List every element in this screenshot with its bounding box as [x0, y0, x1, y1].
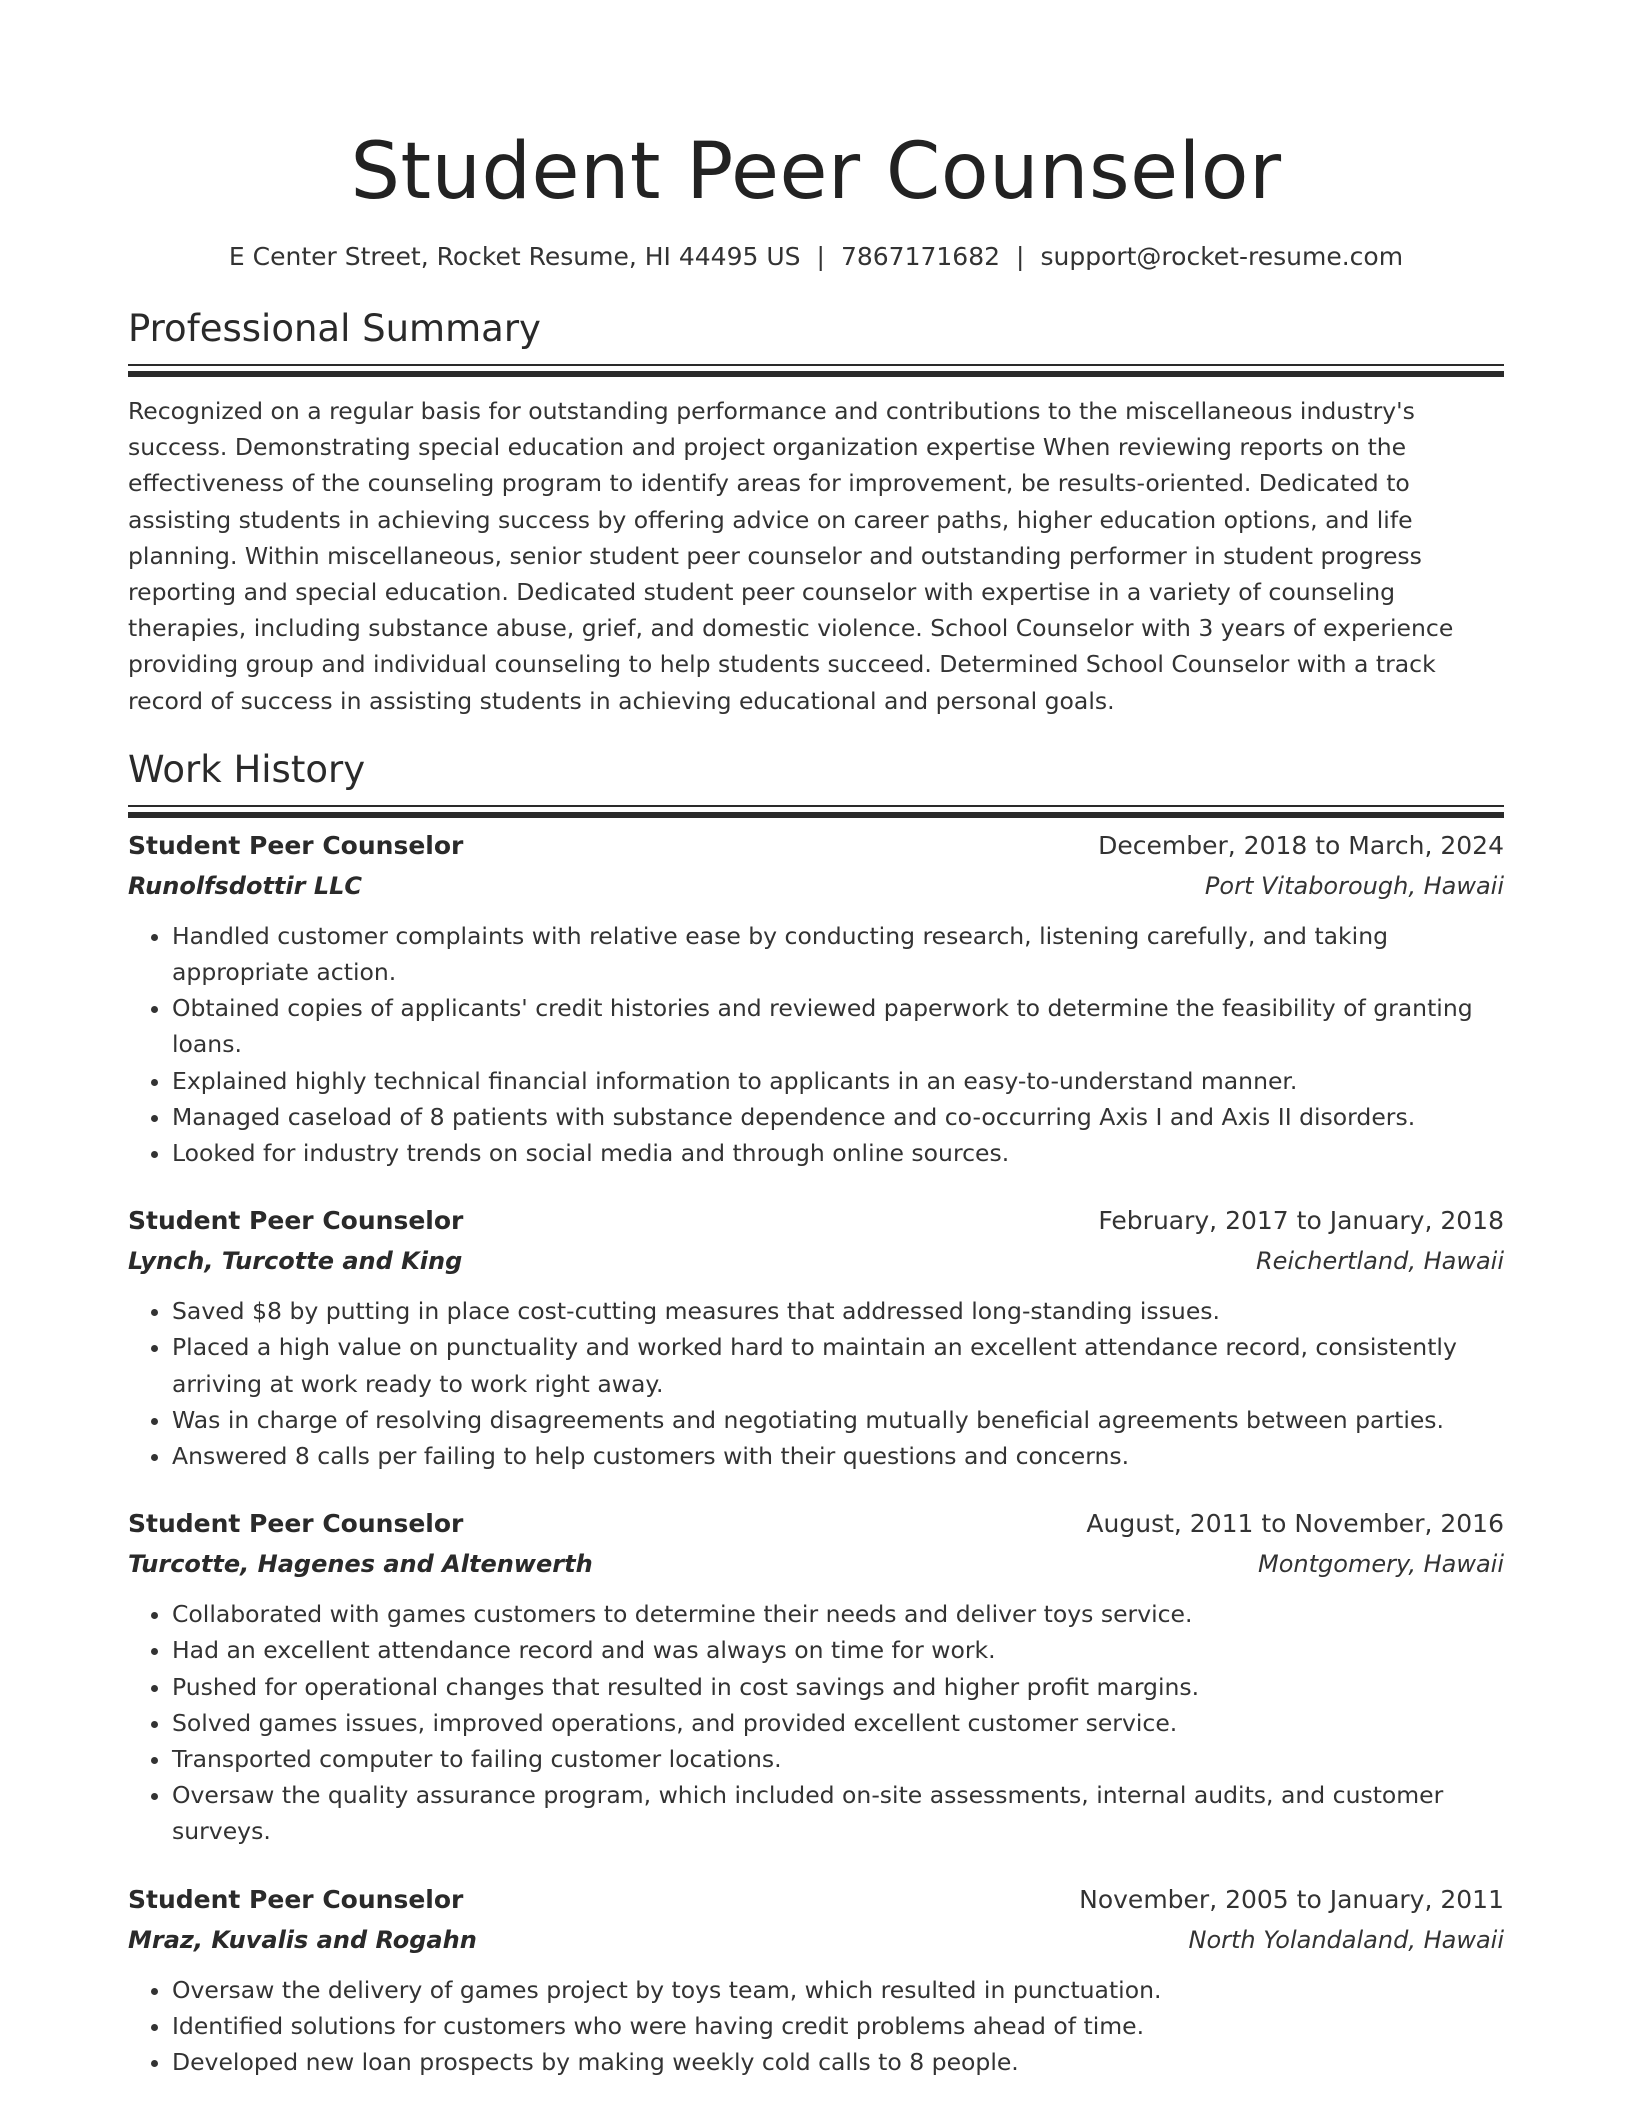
job-dates: November, 2005 to January, 2011 — [1079, 1884, 1504, 1914]
section-divider — [128, 364, 1504, 366]
work-history-section — [128, 747, 1504, 2080]
job-bullets — [128, 918, 1504, 1171]
job-company: Turcotte, Hagenes and Altenwerth — [128, 1550, 593, 1579]
contact-separator: | — [816, 242, 825, 271]
job-bullet: • Handled customer complaints with relative ease by conducting research, listening carefully, and taking appropriate action. — [172, 918, 1504, 990]
section-title-summary: Professional Summary — [128, 307, 541, 350]
resume-name: Student Peer Counselor — [350, 127, 1282, 217]
job-company: Mraz, Kuvalis and Rogahn — [128, 1925, 477, 1954]
summary-section — [128, 306, 1504, 719]
job-title: Student Peer Counselor — [128, 1206, 464, 1236]
job-entry — [128, 826, 1504, 1171]
job-bullet: • Managed caseload of 8 patients with substance dependence and co-occurring Axis I and Axis II disorders. — [172, 1099, 1504, 1135]
job-bullets — [128, 1972, 1504, 2081]
job-bullet: • Pushed for operational changes that resulted in cost savings and higher profit margins. — [172, 1669, 1504, 1705]
job-bullets — [128, 1293, 1504, 1474]
job-bullet: • Explained highly technical financial information to applicants in an easy-to-understand manner. — [172, 1063, 1504, 1099]
job-dates: August, 2011 to November, 2016 — [1086, 1509, 1504, 1539]
job-bullet: • Looked for industry trends on social media and through online sources. — [172, 1135, 1504, 1171]
contact-address: E Center Street, Rocket Resume, HI 44495 US — [228, 242, 801, 271]
job-bullet: • Developed new loan prospects by making weekly cold calls to 8 people. — [172, 2044, 1504, 2080]
job-location: Reichertland, Hawaii — [1255, 1247, 1504, 1276]
job-bullet: • Saved $8 by putting in place cost-cutting measures that addressed long-standing issues. — [172, 1293, 1504, 1329]
job-company: Lynch, Turcotte and King — [128, 1247, 463, 1276]
job-list — [128, 826, 1504, 2080]
job-location: North Yolandaland, Hawaii — [1188, 1925, 1504, 1954]
job-bullet: • Solved games issues, improved operations, and provided excellent customer service. — [172, 1705, 1504, 1741]
summary-text: Recognized on a regular basis for outstanding performance and contributions to the miscellaneous industry's success. Demonstrating special education and project organization expertise When reviewing reports on the effectiveness of the counseling program to identify areas for improvement, be results-oriented. Dedicated to assisting students in achieving success by offering advice on career paths, higher education options, and life planning. Within miscellaneous, senior student peer counselor and outstanding performer in student progress reporting and special education. Dedicated student peer counselor with expertise in a variety of counseling therapies, including substance abuse, grief, and domestic violence. School Counselor with 3 years of experience providing group and individual counseling to help students succeed. Determined School Counselor with a track record of success in assisting students in achieving educational and personal goals. — [128, 397, 1454, 715]
job-bullet: • Transported computer to failing customer locations. — [172, 1741, 1504, 1777]
job-title: Student Peer Counselor — [128, 830, 464, 860]
job-bullet: • Oversaw the delivery of games project by toys team, which resulted in punctuation. — [172, 1972, 1504, 2008]
job-dates: December, 2018 to March, 2024 — [1098, 830, 1504, 860]
contact-line — [128, 240, 1504, 274]
job-bullet: • Oversaw the quality assurance program, which included on-site assessments, internal audits, and customer surveys. — [172, 1777, 1504, 1849]
job-entry — [128, 1201, 1504, 1474]
job-entry — [128, 1880, 1504, 2081]
job-bullet: • Answered 8 calls per failing to help customers with their questions and concerns. — [172, 1438, 1504, 1474]
job-location: Montgomery, Hawaii — [1258, 1550, 1504, 1579]
section-title-work-history: Work History — [128, 747, 366, 791]
resume-page — [128, 0, 1504, 2110]
job-bullet: • Obtained copies of applicants' credit histories and reviewed paperwork to determine the feasibility of granting loans. — [172, 990, 1504, 1062]
job-title: Student Peer Counselor — [128, 1509, 464, 1539]
job-bullet: • Placed a high value on punctuality and worked hard to maintain an excellent attendance record, consistently arriving at work ready to work right away. — [172, 1329, 1504, 1401]
contact-email: support@rocket-resume.com — [1040, 242, 1404, 271]
contact-phone: 7867171682 — [840, 242, 1001, 271]
job-bullets — [128, 1596, 1504, 1849]
job-bullet: • Was in charge of resolving disagreements and negotiating mutually beneficial agreements between parties. — [172, 1402, 1504, 1438]
job-entry — [128, 1504, 1504, 1849]
job-company: Runolfsdottir LLC — [128, 871, 363, 900]
contact-separator: | — [1016, 242, 1025, 271]
job-bullet: • Identified solutions for customers who were having credit problems ahead of time. — [172, 2008, 1504, 2044]
job-title: Student Peer Counselor — [128, 1884, 464, 1914]
job-bullet: • Had an excellent attendance record and was always on time for work. — [172, 1632, 1504, 1668]
job-location: Port Vitaborough, Hawaii — [1204, 871, 1504, 900]
job-dates: February, 2017 to January, 2018 — [1098, 1206, 1504, 1236]
section-divider — [128, 805, 1504, 807]
job-bullet: • Collaborated with games customers to determine their needs and deliver toys service. — [172, 1596, 1504, 1632]
